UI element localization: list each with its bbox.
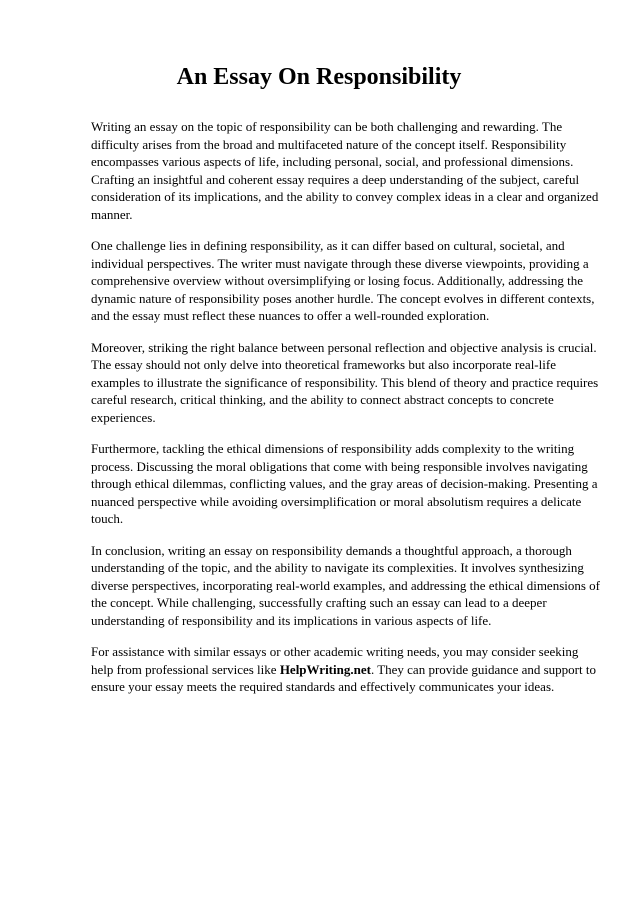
closing-text-before: For assistance with similar essays or other academic writing needs, you may consider seeking help from professional services like [91,644,579,677]
paragraph-2: One challenge lies in defining responsibility, as it can differ based on cultural, societal, and individual perspectives. The writer must navigate through these diverse viewpoints, providing a comprehensive overview without oversimplifying or losing focus. Additionally, addressing the dynamic nature of responsibility poses another hurdle. The concept evolves in different contexts, and the essay must reflect these nuances to offer a well-rounded exploration. [91,238,595,323]
closing-paragraph [91,643,601,696]
paragraph-3: Moreover, striking the right balance between personal reflection and objective analysis is crucial. The essay should not only delve into theoretical frameworks but also incorporate real-life examples to illustrate the significance of responsibility. This blend of theory and practice requires careful research, critical thinking, and the ability to connect abstract concepts to concrete experiences. [91,339,599,425]
document-body [91,118,601,696]
paragraph-1: Writing an essay on the topic of responsibility can be both challenging and rewarding. The difficulty arises from the broad and multifaceted nature of the concept itself. Responsibility encompasses various aspects of life, including personal, social, and professional dimensions. Crafting an insightful and coherent essay requires a deep understanding of the subject, careful consideration of its implications, and the ability to convey complex ideas in a clear and organized manner. [91,119,599,222]
closing-text-after: . They can provide guidance and support to ensure your essay meets the required standards and effectively communicates your ideas. [91,661,596,694]
document-title: An Essay On Responsibility [176,64,462,90]
paragraph-5: In conclusion, writing an essay on responsibility demands a thoughtful approach, a thorough understanding of the topic, and the ability to navigate its complexities. It involves synthesizing diverse perspectives, incorporating real-world examples, and addressing the ethical dimensions of the concept. While challenging, successfully crafting such an essay can lead to a deeper understanding of responsibility and its implications in various aspects of life. [91,542,601,628]
paragraph-4: Furthermore, tackling the ethical dimensions of responsibility adds complexity to the writing process. Discussing the moral obligations that come with being responsible involves navigating through ethical dilemmas, conflicting values, and the gray areas of decision-making. Presenting a nuanced perspective while avoiding oversimplification or moral absolutism requires a delicate touch. [91,441,598,526]
service-name: HelpWriting.net [279,661,371,677]
